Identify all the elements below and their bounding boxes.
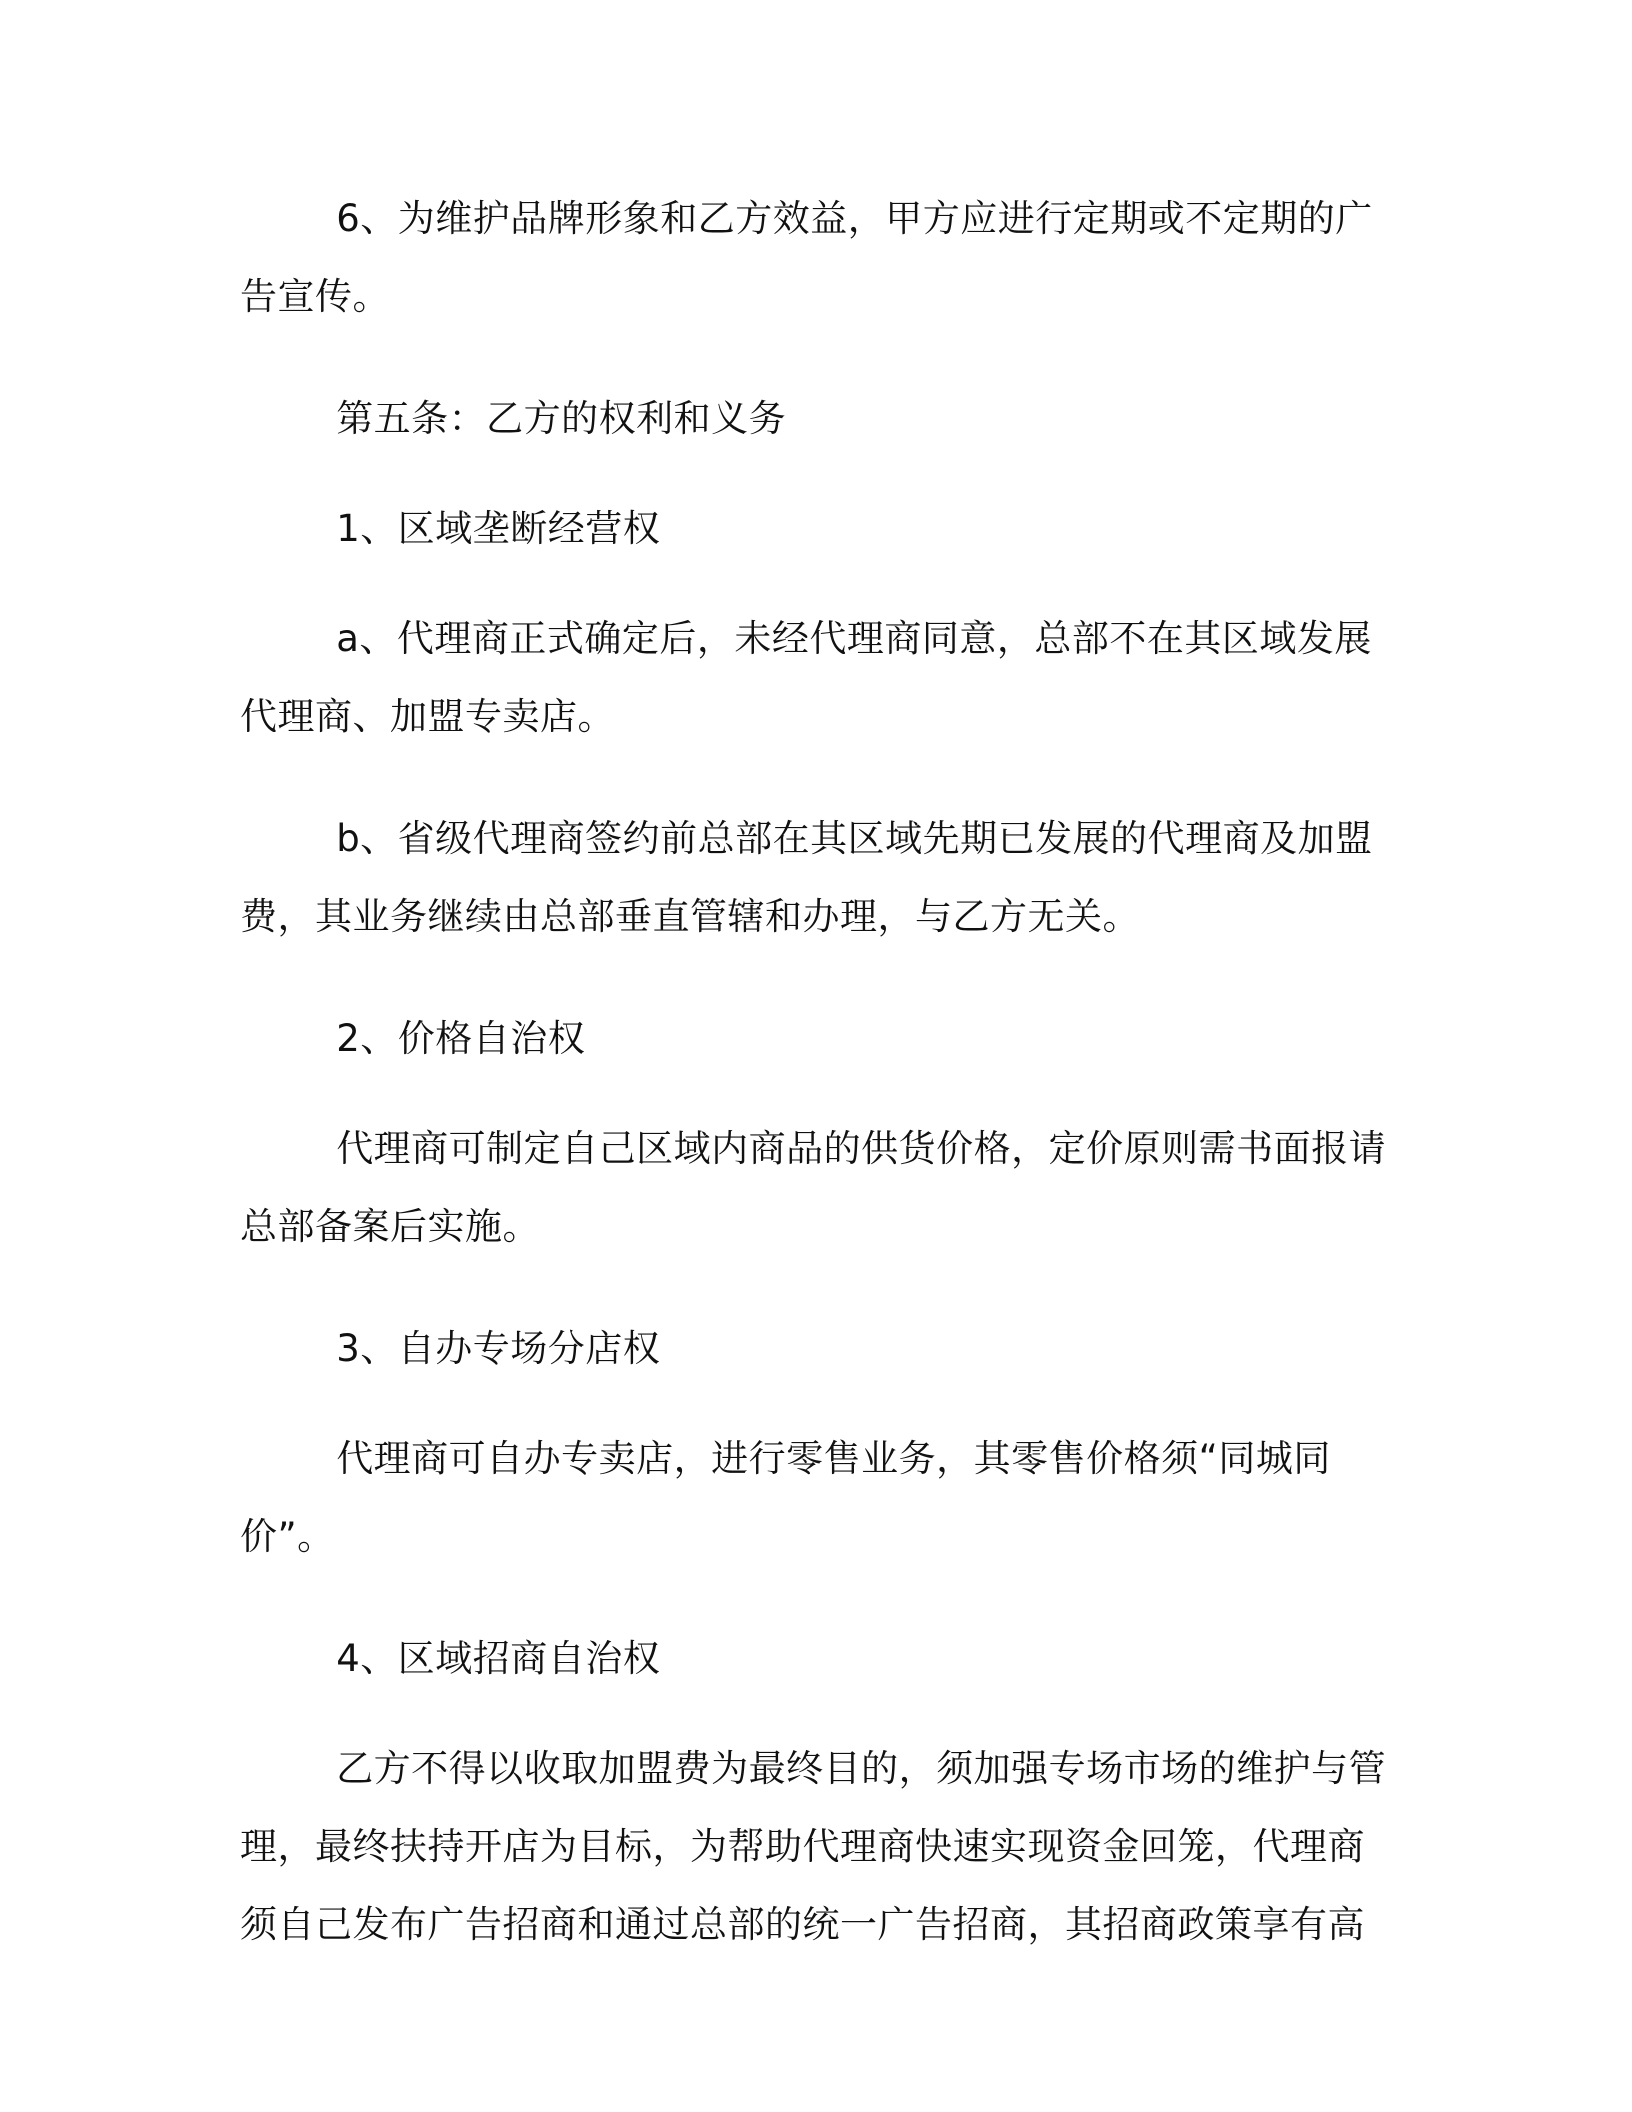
paragraph-clause-a: a、代理商正式确定后，未经代理商同意，总部不在其区域发展代理商、加盟专卖店。 [240, 617, 1372, 738]
clause-heading-regional-monopoly: 1、区域垄断经营权 [336, 507, 661, 550]
paragraph-regional-recruitment: 乙方不得以收取加盟费为最终目的，须加强专场市场的维护与管理，最终扶持开店为目标，为帮助代理商快速实现资金回笼，代理商须自己发布广告招商和通过总部的统一广告招商，其招商政策享有高 [240, 1747, 1387, 1946]
clause-heading-own-stores: 3、自办专场分店权 [336, 1327, 661, 1370]
paragraph-price-autonomy: 代理商可制定自己区域内商品的供货价格，定价原则需书面报请总部备案后实施。 [240, 1127, 1387, 1248]
section-heading-article-5: 第五条：乙方的权利和义务 [336, 397, 787, 440]
paragraph-clause-b: b、省级代理商签约前总部在其区域先期已发展的代理商及加盟费，其业务继续由总部垂直管辖和办理，与乙方无关。 [240, 817, 1373, 938]
document-body [240, 180, 1390, 2008]
clause-heading-price-autonomy: 2、价格自治权 [336, 1017, 586, 1060]
clause-heading-regional-recruitment: 4、区域招商自治权 [336, 1637, 661, 1680]
paragraph-advertising: 6、为维护品牌形象和乙方效益，甲方应进行定期或不定期的广告宣传。 [240, 197, 1373, 318]
paragraph-own-stores: 代理商可自办专卖店，进行零售业务，其零售价格须“同城同价”。 [240, 1437, 1331, 1558]
